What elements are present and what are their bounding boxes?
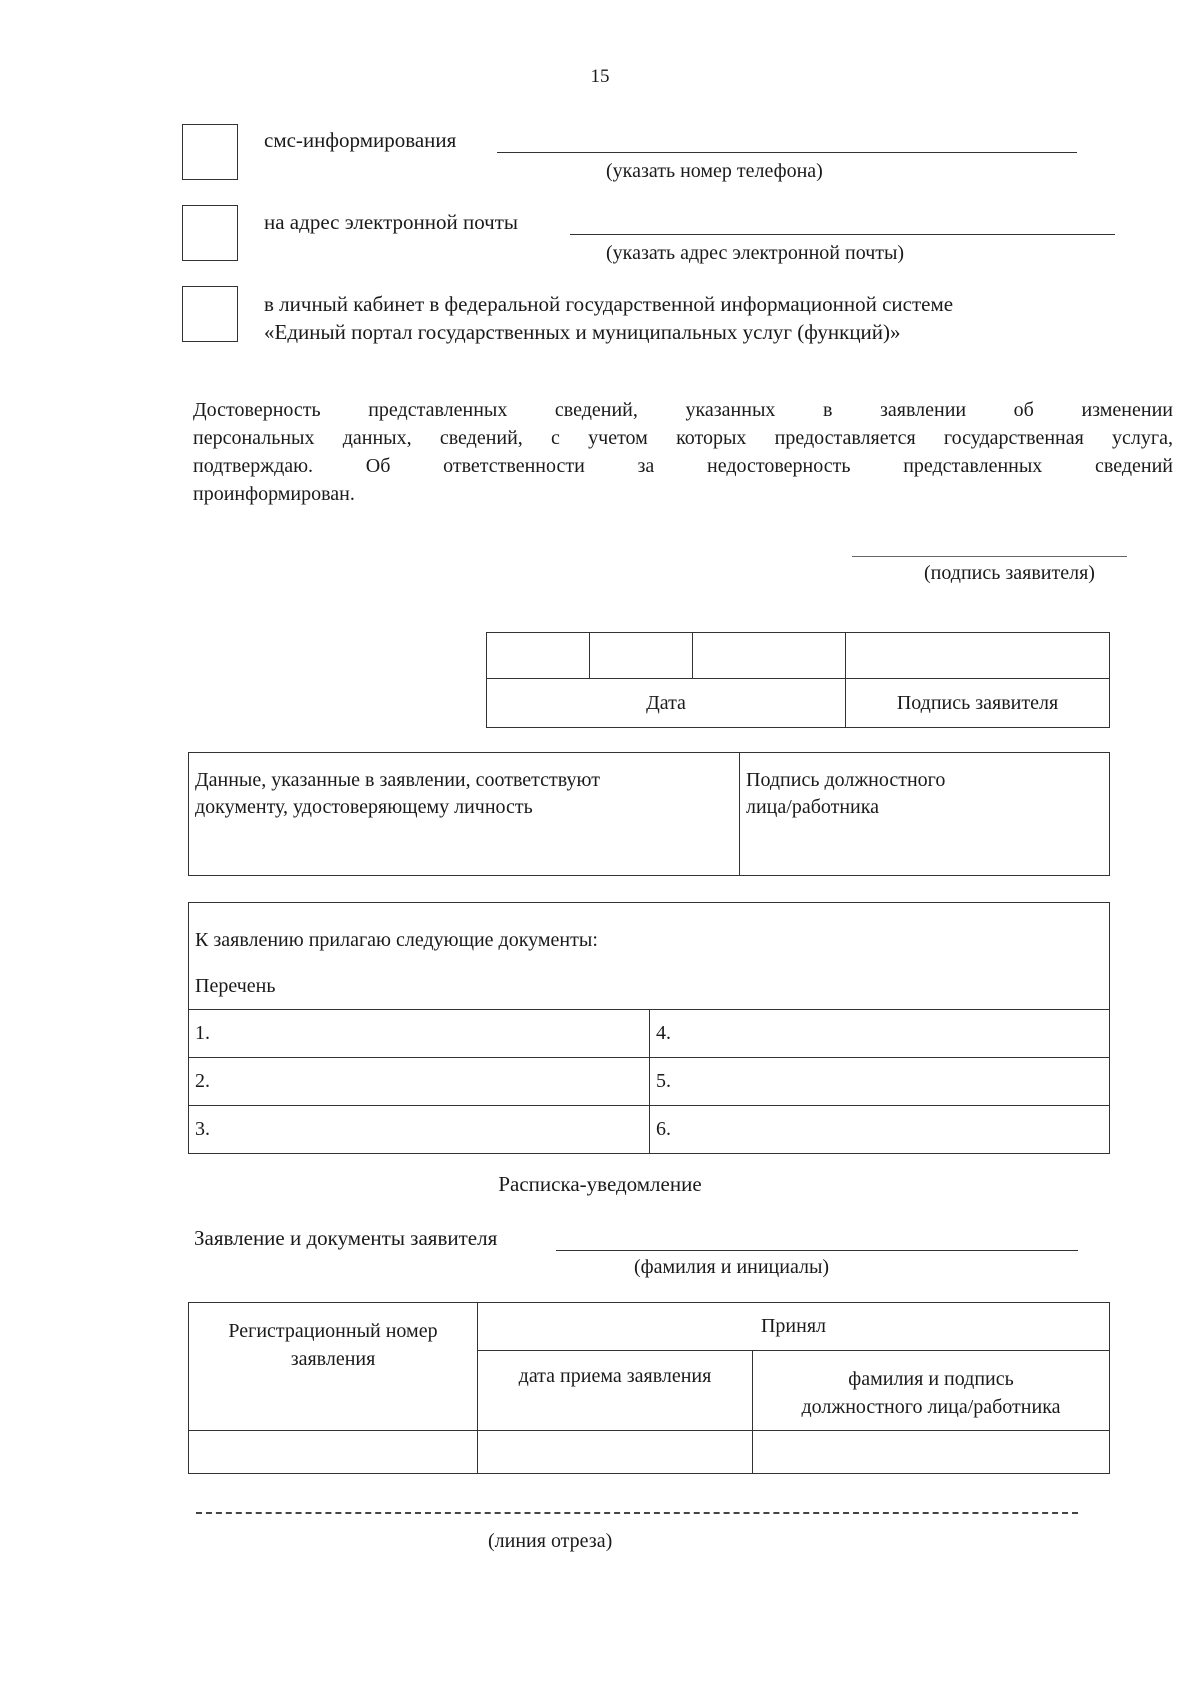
identity-match-text: Данные, указанные в заявлении, соответствуют xyxy=(195,769,600,791)
attachments-table xyxy=(188,902,1110,1154)
official-name-cell[interactable] xyxy=(753,1431,1110,1474)
receipt-title: Расписка-уведомление xyxy=(498,1172,702,1196)
date-label: Дата xyxy=(487,679,846,728)
identity-match-text: документу, удостоверяющему личность xyxy=(195,796,533,818)
attachment-item[interactable]: 2. xyxy=(189,1058,650,1106)
email-option-label: на адрес электронной почты xyxy=(264,210,519,234)
page-number: 15 xyxy=(590,66,610,87)
sms-checkbox[interactable] xyxy=(182,124,238,180)
accepted-header: Принял xyxy=(478,1303,1110,1351)
phone-input-line[interactable] xyxy=(497,152,1077,153)
date-year-cell[interactable] xyxy=(693,633,846,679)
applicant-signature-line[interactable] xyxy=(852,556,1127,557)
declaration-line: проинформирован. xyxy=(193,483,355,505)
attachments-list-label: Перечень xyxy=(195,975,276,997)
attachments-intro: К заявлению прилагаю следующие документы: xyxy=(195,929,598,951)
identity-match-cell xyxy=(189,753,740,876)
official-name-label: фамилия и подпись xyxy=(848,1368,1014,1390)
attachment-item[interactable]: 3. xyxy=(189,1106,650,1154)
receipt-registration-table xyxy=(188,1302,1110,1474)
email-input-line[interactable] xyxy=(570,234,1115,235)
attachment-item[interactable]: 5. xyxy=(650,1058,1110,1106)
attachments-header-cell xyxy=(189,903,1110,1010)
declaration-line: подтверждаю. Об ответственности за недостоверность представленных сведений xyxy=(193,455,1173,477)
cut-line-label: (линия отреза) xyxy=(488,1530,613,1552)
verification-table xyxy=(188,752,1110,876)
date-received-header: дата приема заявления xyxy=(478,1351,753,1431)
reg-number-label: заявления xyxy=(290,1348,376,1370)
portal-option-label-line2: «Единый портал государственных и муниципальных услуг (функций)» xyxy=(264,320,901,344)
declaration-line: персональных данных, сведений, с учетом которых предоставляется государственная услуга, xyxy=(193,427,1173,449)
official-signature-cell[interactable] xyxy=(740,753,1110,876)
official-name-header xyxy=(753,1351,1110,1431)
attachment-item[interactable]: 1. xyxy=(189,1010,650,1058)
declaration-paragraph xyxy=(193,396,1173,508)
portal-option-label-line1: в личный кабинет в федеральной государственной информационной системе xyxy=(264,292,954,316)
official-signature-label: Подпись должностного xyxy=(746,769,946,791)
cut-line xyxy=(196,1512,1078,1514)
attachment-item[interactable]: 6. xyxy=(650,1106,1110,1154)
date-received-cell[interactable] xyxy=(478,1431,753,1474)
reg-number-cell[interactable] xyxy=(189,1431,478,1474)
reg-number-label: Регистрационный номер xyxy=(228,1320,438,1342)
sms-option-label: смс-информирования xyxy=(264,128,457,152)
date-month-cell[interactable] xyxy=(590,633,693,679)
portal-checkbox[interactable] xyxy=(182,286,238,342)
receipt-applicant-label: Заявление и документы заявителя xyxy=(194,1226,498,1250)
signature-label: Подпись заявителя xyxy=(846,679,1110,728)
applicant-name-line[interactable] xyxy=(556,1250,1078,1251)
declaration-line: Достоверность представленных сведений, указанных в заявлении об изменении xyxy=(193,399,1173,421)
email-checkbox[interactable] xyxy=(182,205,238,261)
signature-cell[interactable] xyxy=(846,633,1110,679)
reg-number-header xyxy=(189,1303,478,1431)
date-day-cell[interactable] xyxy=(487,633,590,679)
official-signature-label: лица/работника xyxy=(746,796,880,818)
attachment-item[interactable]: 4. xyxy=(650,1010,1110,1058)
date-signature-table xyxy=(486,632,1110,728)
applicant-name-hint: (фамилия и инициалы) xyxy=(634,1256,830,1278)
official-name-label: должностного лица/работника xyxy=(801,1396,1061,1418)
phone-hint: (указать номер телефона) xyxy=(606,160,823,182)
email-hint: (указать адрес электронной почты) xyxy=(606,242,905,264)
applicant-signature-hint: (подпись заявителя) xyxy=(924,562,1095,584)
